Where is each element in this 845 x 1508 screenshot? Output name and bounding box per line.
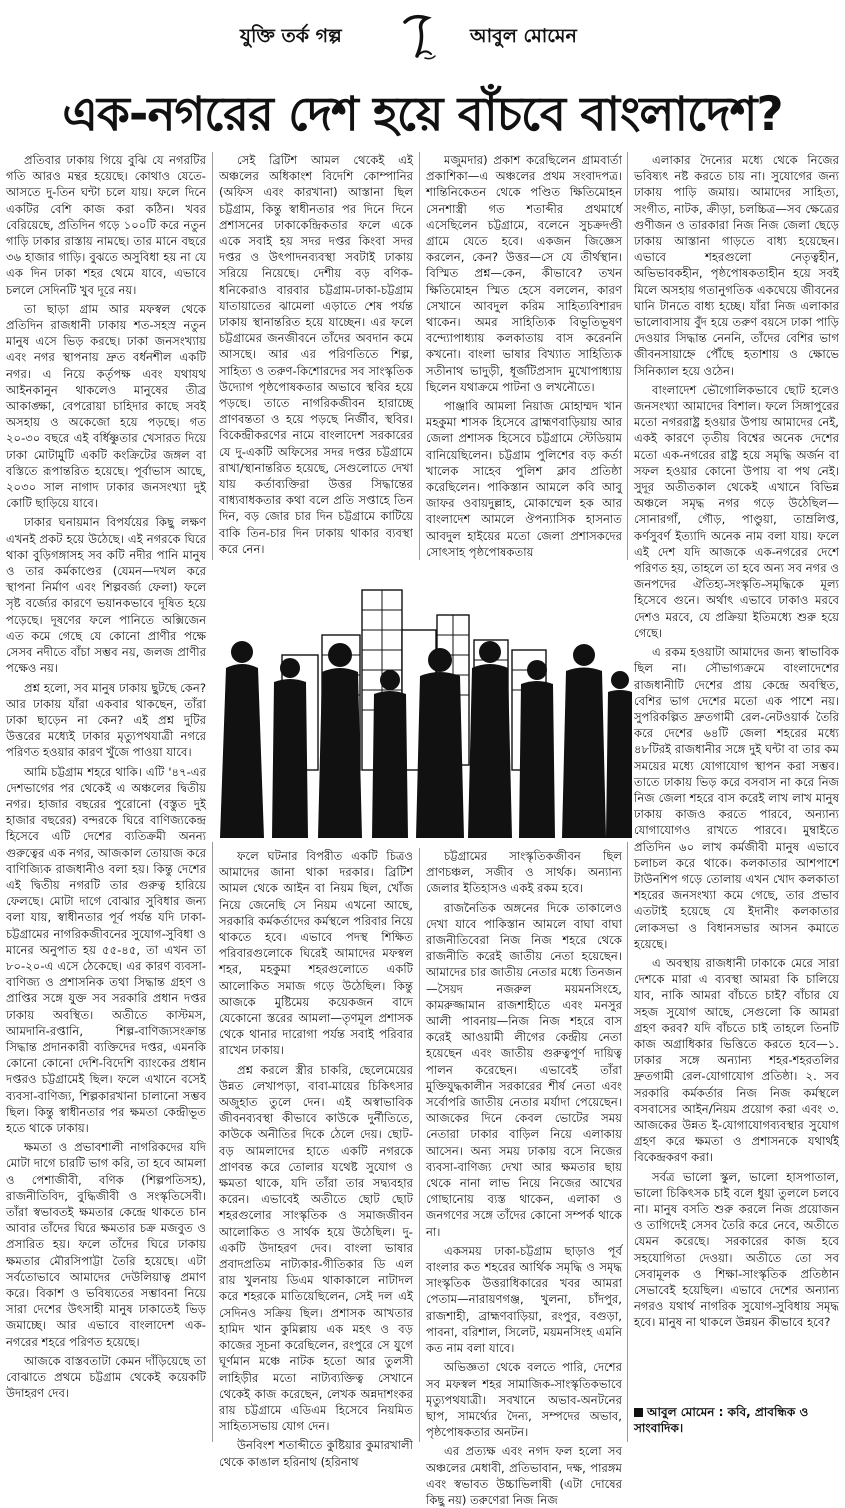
article-paragraph: প্রতিবার ঢাকায় গিয়ে বুঝি যে নগরটির গতি আরও মন্থর হয়েছে। কোথাও যেতে-আসতে দু-তিন ঘন্টা চলে যায়। ফলে দিনে একটির বেশি কাজ করা কঠিন। খবর বেরিয়েছে, প্রতিদিন গড়ে ১০০টি করে নতুন গাড়ি ঢাকার রাস্তায় নামছে। তার মানে বছরে ৩৬ হাজার গাড়ি। বুঝতে অসুবিধা হয় না যে এক দিন ঢাকা শহর থেমে যাবে, এভাবে চললে সেদিনটি খুব দূরে নয়। xyxy=(6,153,206,297)
article-paragraph: মজুমদার) প্রকাশ করেছিলেন গ্রামবার্তা প্রকাশিকা—এ অঞ্চলের প্রথম সংবাদপত্র। শান্তিনিকেতন থেকে পণ্ডিত ক্ষিতিমোহন সেনশাস্ত্রী গত শতাব্দীর প্রথমার্ধে এসেছিলেন চট্টগ্রামে, বলেনে সুচক্রদণ্ডী গ্রামে যেতে হবে। একজন জিজ্ঞেস করলেন, কেন? উত্তর—সে যে তীর্থস্থান। বিস্মিত প্রশ্ন—কেন, কীভাবে? তখন ক্ষিতিমোহন স্মিত হেসে বললেন, কারণ সেখানে আবদুল করিম সাহিত্যবিশারদ থাকেন। অমর সাহিত্যিক বিভূতিভূষণ বন্দ্যোপাধ্যায় কলকাতায় বাস করেননি কখনো। বাংলা ভাষার বিখ্যাত সাহিত্যিক সতীনাথ ভাদুড়ী, ধূর্জটিপ্রসাদ মুখোপাধ্যায় ছিলেন যথাক্রমে পাটনা ও লখনৌতে। xyxy=(426,153,622,394)
author-name-header: আবুল মোমেন xyxy=(470,25,577,47)
article-paragraph: প্রশ্ন হলো, সব মানুষ ঢাকায় ছুটছে কেন? আর ঢাকায় যাঁরা একবার থাকছেন, তাঁরা ঢাকা ছাড়েন না কেন? এই প্রশ্ন দুটির উত্তরের মধ্যেই ঢাকার মৃত্যুপথযাত্রী নগরে পরিণত হওয়ার কারণ খুঁজে পাওয়া যাবে। xyxy=(6,680,206,760)
article-paragraph: এলাকার দৈন্যের মধ্যে থেকে নিজের ভবিষ্যৎ নষ্ট করতে চায় না। সুযোগের জন্য ঢাকায় পাড়ি জমায়। আমাদের সাহিত্য, সংগীত, নাটক, ক্রীড়া, চলচ্চিত্র—সব ক্ষেত্রের গুণীজন ও তারকারা নিজ নিজ জেলা ছেড়ে ঢাকায় আস্তানা গাড়তে বাধ্য হয়েছেন। এভাবে শহরগুলো নেতৃত্বহীন, অভিভাবকহীন, পৃষ্ঠপোষকতাহীন হয়ে সবই মিলে অসহায় গতানুগতিক একঘেয়ে জীবনের ঘানি টানতে বাধ্য হচ্ছে। যাঁরা নিজ এলাকার ভালোবাসায় বুঁদ হয়ে তরুণ বয়সে ঢাকা পাড়ি দেওয়ার সিদ্ধান্ত নেননি, তাঁদের বেশির ভাগ জীবনসায়াহ্নে পৌঁছে হতাশায় ও ক্ষোভে সিনিক্যাল হয়ে ওঠেন। xyxy=(634,153,839,378)
article-paragraph: আমি চট্টগ্রাম শহরে থাকি। এটি '৪৭-এর দেশভাগের পর থেকেই এ অঞ্চলের দ্বিতীয় নগর। হাজার বছরের পুরোনো (বস্তুত দুই হাজার বছরের) বন্দরকে ঘিরে বাণিজ্যকেন্দ্র হিসেবে এটি দেশের ব্যতিক্রমী অনন্য গুরুত্বের এক নগর, আজকাল তোয়াজ করে বাণিজ্যিক রাজধানীও বলা হয়। কিন্তু দেশের এই দ্বিতীয় নগরটি তার গুরুত্ব হারিয়ে ফেলছে। মোটা দাগে বোঝার সুবিধার জন্য বলা যায়, স্বাধীনতার পূর্ব পর্যন্ত যদি ঢাকা-চট্টগ্রামের নাগরিকজীবনের সুযোগ-সুবিধা ও মানের অনুপাত হয় ৫৫-৪৫, তা এখন তা ৮০-২০-এ এসে ঠেকেছে। এর কারণ ব্যবসা-বাণিজ্য ও প্রশাসনিক তথা সিদ্ধান্ত গ্রহণ ও প্রাপ্তির সঙ্গে যুক্ত সব সরকারি প্রধান দপ্তর ঢাকায় অবস্থিত। অতীতে কাস্টমস, আমদানি-রপ্তানি, শিল্প-বাণিজ্যসংক্রান্ত সিদ্ধান্ত প্রদানকারী ব্যক্তিদের দপ্তর, এমনকি কোনো কোনো দেশি-বিদেশি ব্যাংকের প্রধান দপ্তরও চট্টগ্রামেই ছিল। ফলে এখানে বসেই ব্যবসা-বাণিজ্য, শিল্পকারখানা চালানো সম্ভব ছিল। কিন্তু স্বাধীনতার পর ক্ষমতা কেন্দ্রীভূত হতে থাকে ঢাকায়। xyxy=(6,764,206,1135)
article-paragraph: রাজনৈতিক অঙ্গনের দিকে তাকালেও দেখা যাবে পাকিস্তান আমলে বাঘা বাঘা রাজনীতিবেরা নিজ নিজ শহরে থেকে রাজনীতি করেই জাতীয় নেতা হয়েছেন। আমাদের চার জাতীয় নেতার মধ্যে তিনজন—সৈয়দ নজরুল ময়মনসিংহে, কামরুজ্জামান রাজশাহীতে এবং মনসুর আলী পাবনায়—নিজ নিজ শহরে বাস করেই আওয়ামী লীগের কেন্দ্রীয় নেতা হয়েছেন এবং জাতীয় গুরুত্বপূর্ণ দায়িত্ব পালন করেছেন। এভাবেই তাঁরা মুক্তিযুদ্ধকালীন সরকারের শীর্ষ নেতা এবং সর্বোপরি জাতীয় নেতার মর্যাদা পেয়েছেন। আজকের দিনে কেবল ভোটের সময় নেতারা ঢাকার বাড়িল নিয়ে এলাকায় আসেন। অন্য সময় ঢাকায় বসে নিজের ব্যবসা-বাণিজ্য দেখা আর ক্ষমতার ছায় থেকে নানা লাভ নিয়ে নিজের আখের গোছানোয় ব্যস্ত থাকেন, এলাকা ও জনগণের সঙ্গে তাঁদের কোনো সম্পর্ক থাকে না। xyxy=(426,900,622,1239)
article-paragraph: সর্বত্র ভালো স্কুল, ভালো হাসপাতাল, ভালো চিকিৎসক চাই বলে ধুয়া তুললে চলবে না। মানুষ বসতি শুরু করলে নিজ প্রয়োজন ও তাগিদেই সেসব তৈরি করে নেবে, অতীতে যেমন করেছে। সরকারের কাজ হবে সহযোগিতা দেওয়া। অতীতে তো সব সেবামূলক ও শিক্ষা-সাংস্কৃতিক প্রতিষ্ঠান সেভাবেই হয়েছিল। এভাবে দেশের অন্যান্য নগরও যথার্থ নাগরিক সুযোগ-সুবিধায় সমৃদ্ধ হবে। মানুষ না থাকলে উন্নয়ন কীভাবে হবে? xyxy=(634,1169,839,1330)
column-kicker: যুক্তি তর্ক গল্প xyxy=(240,25,342,47)
article-column-1 xyxy=(6,152,206,1442)
article-paragraph: উনবিংশ শতাব্দীতে কুষ্টিয়ার কুমারখালী থেকে কাঙাল হরিনাথ (হরিনাথ xyxy=(219,1438,413,1469)
article-column-4 xyxy=(634,152,839,1442)
article-column-3-bottom xyxy=(426,848,622,1507)
article-paragraph: এ রকম হওয়াটা আমাদের জন্য স্বাভাবিক ছিল না। সৌভাগ্যক্রমে বাংলাদেশের রাজধানীটি দেশের প্রায় কেন্দ্রে অবস্থিত, বেশির ভাগ দেশের মতো এক পাশে নয়। সুপরিকল্পিত দ্রুতগামী রেল-নেটওয়ার্ক তৈরি করে দেশের ৬৪টি জেলা শহরের মধ্যে ৪৮টিরই রাজধানীর সঙ্গে দুই ঘন্টা বা তার কম সময়ের মধ্যে যোগাযোগ স্থাপন করা সম্ভব। তাতে ঢাকায় ভিড় করে বসবাস না করে নিজ নিজ জেলা শহরে বাস করেই লাখ লাখ মানুষ ঢাকায় কাজও করতে পারবে, অন্যান্য যোগাযোগও রাখতে পারবে। মুম্বাইতে প্রতিদিন ৬০ লাখ কর্মজীবী মানুষ এভাবে চলাচল করে থাকে। কলকাতার আশপাশে টাউনশিপ গড়ে তোলায় এখন খোদ কলকাতা শহরের জনসংখ্যা কমে গেছে, তার প্রভাব এতটাই হয়েছে যে ইদানীং কলকাতার লোকসভা ও বিধানসভার আসন কমাতে হয়েছে। xyxy=(634,645,839,951)
author-signature-logo xyxy=(397,8,445,66)
column-divider xyxy=(419,152,420,560)
article-paragraph: বাংলাদেশ ভৌগোলিকভাবে ছোট হলেও জনসংখ্যা আমাদের বিশাল। ফলে সিঙ্গাপুরের মতো নগররাষ্ট্র হওয়ার উপায় আমাদের নেই, একই কারণে তৃতীয় বিশ্বের অনেক দেশের মতো এক-নগরের রাষ্ট্র হয়ে সমৃদ্ধি অর্জন বা সফল হওয়ার কোনো উপায় বা পথ নেই। সুদূর অতীতকাল থেকেই এখানে বিভিন্ন অঞ্চলে সমৃদ্ধ নগর গড়ে উঠেছিল—সোনারগাঁ, গৌড়, পাণ্ডুয়া, তাম্রলিপ্ত, কর্ণসুবর্ণ ইত্যাদি অনেক নাম বলা যায়। ফলে এই দেশ যদি আজকে এক-নগরের দেশে পরিণত হয়, তাহলে তা হবে অন্য সব নগর ও জনপদের ঐতিহ্য-সংস্কৃতি-সমৃদ্ধিকে মূল্য হিসেবে গুনে। অর্থাৎ এভাবে ঢাকাও মরবে দেশও মরবে, যে প্রক্রিয়া ইতিমধ্যে শুরু হয়ে গেছে। xyxy=(634,382,839,640)
article-paragraph: এর প্রত্যক্ষ এবং নগদ ফল হলো সব অঞ্চলের মেধাবী, প্রতিভাবান, দক্ষ, পারঙ্গম এবং স্বভাবত উচ্চাভিলাষী (এটা দোষের কিছু নয়) তরুণেরা নিজ নিজ xyxy=(426,1444,622,1507)
article-paragraph: আজকে বাস্তবতাটা কেমন দাঁড়িয়েছে তা বোঝাতে প্রথমে চট্টগ্রাম থেকেই কয়েকটি উদাহরণ দেব। xyxy=(6,1353,206,1401)
article-column-2-bottom xyxy=(219,848,413,1469)
column-divider xyxy=(419,848,420,1442)
crowd-city-illustration xyxy=(212,560,632,842)
article-paragraph: ক্ষমতা ও প্রভাবশালী নাগরিকদের যদি মোটা দাগে চারটি ভাগ করি, তা হবে আমলা ও পেশাজীবী, বণিক (শিল্পপতিসহ), রাজনীতিবিদ, বুদ্ধিজীবী ও সংস্কৃতিসেবী। তাঁরা স্বভাবতই ক্ষমতার কেন্দ্রে থাকতে চান আবার তাঁদের ঘিরে ক্ষমতার চক্র মজবুত ও প্রসারিত হয়। ফলে তাঁদের ঘিরে ঢাকায় ক্ষমতার মৌরসিপাট্টা তৈরি হয়েছে। এটা সর্বতোভাবে আমাদের দেউলিয়াত্ব প্রমাণ করে। বিকাশ ও ভবিষ্যতের সম্ভাবনা নিয়ে সারা দেশের উৎসাহী মানুষ ঢাকাতেই ভিড় জমাচ্ছে। আর এভাবে বাংলাদেশ এক-নগরের শহরে পরিণত হয়েছে। xyxy=(6,1140,206,1349)
article-paragraph: ঢাকার ঘনায়মান বিপর্যয়ের কিছু লক্ষণ এখনই প্রকট হয়ে উঠেছে। এই নগরকে ঘিরে থাকা বুড়িগঙ্গাসহ সব কটি নদীর পানি মানুষ ও তার কর্মকাণ্ডের (যেমন—দখল করে স্থাপনা নির্মাণ এবং শিল্পবর্জ্য ফেলা) ফলে সৃষ্ট বর্জ্যের কারণে ভয়ানকভাবে দূষিত হয়ে পড়েছে। দূষণের ফলে পানিতে অক্সিজেন এত কমে গেছে যে কোনো প্রাণীর পক্ষে সেসব নদীতে বাঁচা সম্ভব নয়, জলজ প্রাণীর পক্ষেও নয়। xyxy=(6,515,206,676)
article-paragraph: একসময় ঢাকা-চট্টগ্রাম ছাড়াও পূর্ব বাংলার কত শহরের আর্থিক সমৃদ্ধি ও সমৃদ্ধ সাংস্কৃতিক উত্তরাধিকারের খবর আমরা পেতাম—নারায়ণগঞ্জ, খুলনা, চাঁদপুর, রাজশাহী, ব্রাহ্মণবাড়িয়া, রংপুর, বগুড়া, পাবনা, বরিশাল, সিলেট, ময়মনসিংহ এমনি কত নাম বলা যাবে। xyxy=(426,1243,622,1356)
byline-text: আবুল মোমেন : কবি, প্রাবন্ধিক ও সাংবাদিক। xyxy=(634,1405,809,1435)
author-byline xyxy=(634,1404,839,1436)
square-bullet-icon xyxy=(634,1408,643,1417)
article-paragraph: এ অবস্থায় রাজধানী ঢাকাকে মেরে সারা দেশকে মারা এ ব্যবস্থা আমরা কি চালিয়ে যাব, নাকি আমরা বাঁচতে চাই? বাঁচার যে সহজ সুযোগ আছে, সেগুলো কি আমরা গ্রহণ করব? যদি বাঁচতে চাই তাহলে তিনটি কাজ অগ্রাধিকার ভিত্তিতে করতে হবে—১. ঢাকার সঙ্গে অন্যান্য শহর-শহরতলির দ্রুতগামী রেল-যোগাযোগ প্রতিষ্ঠা। ২. সব সরকারি কর্মকর্তার নিজ নিজ কর্মস্থলে বসবাসের আইন/নিয়ম প্রয়োগ করা এবং ৩. আজকের উন্নত ই-যোগাযোগব্যবস্থার সুযোগ গ্রহণ করে ক্ষমতা ও প্রশাসনকে যথার্থই বিকেন্দ্রকরণ করা। xyxy=(634,955,839,1165)
headline: এক-নগরের দেশ হয়ে বাঁচবে বাংলাদেশ? xyxy=(62,87,783,142)
article-paragraph: তা ছাড়া গ্রাম আর মফস্বল থেকে প্রতিদিন রাজধানী ঢাকায় শত-সহস্র নতুন মানুষ এসে ভিড় করছে। ঢাকা জনসংখ্যায় এবং নগর স্থাপনায় দ্রুত বর্ধনশীল একটি নগর। এ নিয়ে কর্তৃপক্ষ এবং যথাযথ আইনকানুন থাকলেও মানুষের তীব্র আকাঙ্ক্ষা, বেপরোয়া চাহিদার কাছে সবই অসহায় ও অকেজো হয়ে পড়ছে। গত ২০-৩০ বছরে এই বর্ধিষ্ণুতার খেসারত দিয়ে ঢাকা মোটামুটি একটি কংক্রিটের জঙ্গল বা বস্তিতে রূপান্তরিত হয়েছে। পূর্বাভাস আছে, ২০৩০ সাল নাগাদ ঢাকার জনসংখ্যা দুই কোটি ছাড়িয়ে যাবে। xyxy=(6,301,206,511)
article-header xyxy=(0,0,845,80)
article-paragraph: চট্টগ্রামের সাংস্কৃতিকজীবন ছিল প্রাণচঞ্চল, সজীব ও সার্থক। অন্যান্য জেলার ইতিহাসও একই রকম হবে। xyxy=(426,849,622,896)
article-paragraph: পাঞ্জাবি আমলা নিয়াজ মোহাম্মদ খান মহকুমা শাসক হিসেবে ব্রাহ্মণবাড়িয়ায় আর জেলা প্রশাসক হিসেবে চট্টগ্রামে স্টেডিয়াম বানিয়েছিলেন। চট্টগ্রাম পুলিশের বড় কর্তা খালেক সাহেব পুলিশ ক্লাব প্রতিষ্ঠা করেছিলেন। পাকিস্তান আমলে কবি আবু জাফর ওবায়দুল্লাহ, মোকাম্মেল হক আর বাংলাদেশ আমলে ঔপন্যাসিক হাসনাত আবদুল হাইয়ের মতো জেলা প্রশাসকদের সোৎসাহ পৃষ্ঠপোষকতায় xyxy=(426,399,622,559)
article-paragraph: ফলে ঘটনার বিপরীত একটি চিত্রও আমাদের জানা থাকা দরকার। ব্রিটিশ আমল থেকে আইন বা নিয়ম ছিল, খোঁজ নিয়ে জেনেছি সে নিয়ম এখনো আছে, সরকারি কর্মকর্তাদের কর্মস্থলে পরিবার নিয়ে থাকতে হবে। এভাবে পদস্থ শিক্ষিত পরিবারগুলোকে ঘিরেই আমাদের মফস্বল শহর, মহকুমা শহরগুলোতে একটি আলোকিত সমাজ গড়ে উঠেছিল। কিন্তু আজকে মুষ্টিমেয় কয়েকজন বাদে যেকোনো স্তরের আমলা—তৃণমূল প্রশাসক থেকে থানার দারোগা পর্যন্ত সবাই পরিবার রাখেন ঢাকায়। xyxy=(219,849,413,1058)
article-paragraph: সেই ব্রিটিশ আমল থেকেই এই অঞ্চলের অধিকাংশ বিদেশি কোম্পানির (অফিস এবং কারখানা) আস্তানা ছিল চট্টগ্রাম, কিন্তু স্বাধীনতার পর দিনে দিনে প্রশাসনের ঢাকাকেন্দ্রিকতার ফলে একে একে সবাই হয় সদর দপ্তর কিংবা সদর দপ্তর ও উৎপাদনব্যবস্থা সবটাই ঢাকায় সরিয়ে নিয়েছে। দেশীয় বড় বণিক-ধনিকেরাও বারবার চট্টগ্রাম-ঢাকা-চট্টগ্রাম যাতায়াতের ঝামেলা এড়াতে শেষ পর্যন্ত ঢাকায় স্থানান্তরিত হয়ে যাচ্ছেন। এর ফলে চট্টগ্রামের জনজীবনে তাঁদের অবদান কমে আসছে। আর এর পরিণতিতে শিল্প, সাহিত্য ও তরুণ-কিশোরদের সব সাংস্কৃতিক উদ্যোগ পৃষ্ঠপোষকতার অভাবে স্থবির হয়ে পড়ছে। তাতে নাগরিকজীবন হারাচ্ছে প্রাণবন্ততা ও হয়ে পড়ছে নির্জীব, স্থবির। বিকেন্দ্রীকরণের নামে বাংলাদেশ সরকারের যে দু-একটি অফিসের সদর দপ্তর চট্টগ্রামে রাখা/স্থানান্তরিত হয়েছে, সেগুলোতে দেখা যায় কর্তাব্যক্তিরা উত্তর সিদ্ধান্তের বাধ্যবাধকতার কথা বলে প্রতি সপ্তাহে তিন দিন, বড় জোর চার দিন চট্টগ্রামে কাটিয়ে বাকি তিন-চার দিন ঢাকায় থাকার ব্যবস্থা করে নেন। xyxy=(219,153,413,556)
article-paragraph: অভিজ্ঞতা থেকে বলতে পারি, দেশের সব মফস্বল শহর সামাজিক-সাংস্কৃতিকভাবে মৃত্যুপথযাত্রী। সবখানে অভাব-অনটনের ছাপ, সামর্থ্যের দৈন্য, সম্পদের অভাব, পৃষ্ঠপোষকতার অনটন। xyxy=(426,1360,622,1440)
article-paragraph: প্রশ্ন করলে স্ত্রীর চাকরি, ছেলেমেয়ের উন্নত লেখাপড়া, বাবা-মায়ের চিকিৎসার অজুহাত তুলে দেন। এই অস্বাভাবিক জীবনব্যবস্থা কীভাবে কাউকে দুর্নীতিতে, কাউকে অনীতির দিকে ঠেলে দেয়। ছোট-বড় আমলাদের হাতে একটি নগরকে প্রাণবন্ত করে তোলার যথেষ্ট সুযোগ ও ক্ষমতা থাকে, যদি তাঁরা তার সদ্ব্যবহার করেন। এভাবেই অতীতে ছোট ছোট শহরগুলোর সাংস্কৃতিক ও সমাজজীবন আলোকিত ও সার্থক হয়ে উঠেছিল। দু-একটি উদাহরণ দেব। বাংলা ভাষার প্রবাদপ্রতিম নাট্যকার-গীতিকার ডি এল রায় খুলনায় ডিএম থাকাকালে নাটাদল করে শহরকে মাতিয়েছিলেন, সেই দল এই সেদিনও সক্রিয় ছিল। প্রশাসক আখতার হামিদ খান কুমিল্লায় এক মহৎ ও বড় কাজের সূচনা করেছিলেন, রংপুরে সে যুগে ঘূর্ণমান মঞ্চে নাটক হতো আর তুলসী লাহিড়ীর মতো নাট্যব্যক্তিত্ব সেখানে থেকেই কাজ করেছেন, লেখক অন্নদাশংকর রায় চট্টগ্রামে এডিএম হিসেবে নিয়মিত সাহিত্যসভায় যোগ দেন। xyxy=(219,1062,413,1434)
